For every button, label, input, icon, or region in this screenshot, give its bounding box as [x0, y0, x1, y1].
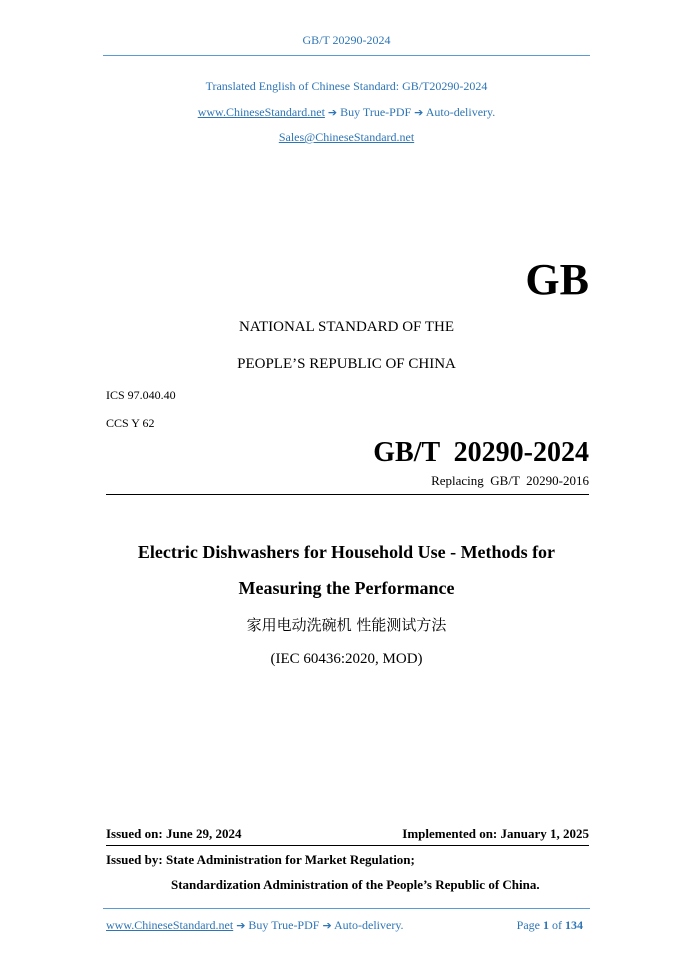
footer-site-link[interactable]: www.ChineseStandard.net	[106, 918, 234, 932]
footer-buy-text: Buy True-PDF	[248, 918, 320, 932]
arrow-right-icon: ➔	[322, 919, 332, 932]
ccs-code: CCS Y 62	[106, 416, 155, 430]
national-standard-line-2: PEOPLE’S REPUBLIC OF CHINA	[237, 356, 456, 372]
issued-on: Issued on: June 29, 2024	[106, 826, 242, 841]
issued-by-line-1: Issued by: State Administration for Market Regulation;	[106, 852, 415, 867]
footer-links	[106, 918, 404, 933]
running-header: GB/T 20290-2024	[302, 33, 391, 47]
promo-links	[0, 105, 693, 120]
ics-code: ICS 97.040.40	[106, 388, 176, 402]
arrow-right-icon: ➔	[236, 919, 246, 932]
buy-pdf-text: Buy True-PDF	[340, 105, 412, 119]
number-divider	[106, 494, 589, 495]
national-standard-line-1: NATIONAL STANDARD OF THE	[238, 319, 455, 335]
header-divider	[103, 55, 590, 56]
sales-email-row	[0, 130, 693, 145]
gb-logo: GB	[525, 255, 589, 304]
title-chinese: 家用电动洗碗机 性能测试方法	[246, 616, 447, 634]
footer-divider	[103, 908, 590, 909]
iec-equivalence: (IEC 60436:2020, MOD)	[270, 651, 423, 667]
arrow-right-icon: ➔	[327, 106, 338, 119]
standard-number: GB/T 20290-2024	[373, 437, 589, 468]
site-link[interactable]: www.ChineseStandard.net	[197, 105, 325, 119]
sales-email-link[interactable]: Sales@ChineseStandard.net	[278, 130, 415, 144]
of-label: of	[552, 918, 562, 932]
auto-delivery-text: Auto-delivery.	[425, 105, 496, 119]
page-total: 134	[565, 918, 583, 932]
footer-auto-text: Auto-delivery.	[334, 918, 404, 932]
page-indicator	[517, 918, 583, 933]
implemented-on: Implemented on: January 1, 2025	[402, 826, 589, 841]
arrow-right-icon: ➔	[414, 106, 424, 119]
replacing-note: Replacing GB/T 20290-2016	[431, 473, 589, 488]
dates-divider	[106, 845, 589, 846]
translation-notice: Translated English of Chinese Standard: GB/T20290-2024	[205, 79, 488, 93]
page-current: 1	[543, 918, 549, 932]
page-label: Page	[516, 918, 540, 932]
title-line-1: Electric Dishwashers for Household Use - Methods for	[137, 542, 556, 562]
title-line-2: Measuring the Performance	[238, 578, 455, 598]
issued-by-line-2: Standardization Administration of the People’s Republic of China.	[171, 877, 540, 892]
